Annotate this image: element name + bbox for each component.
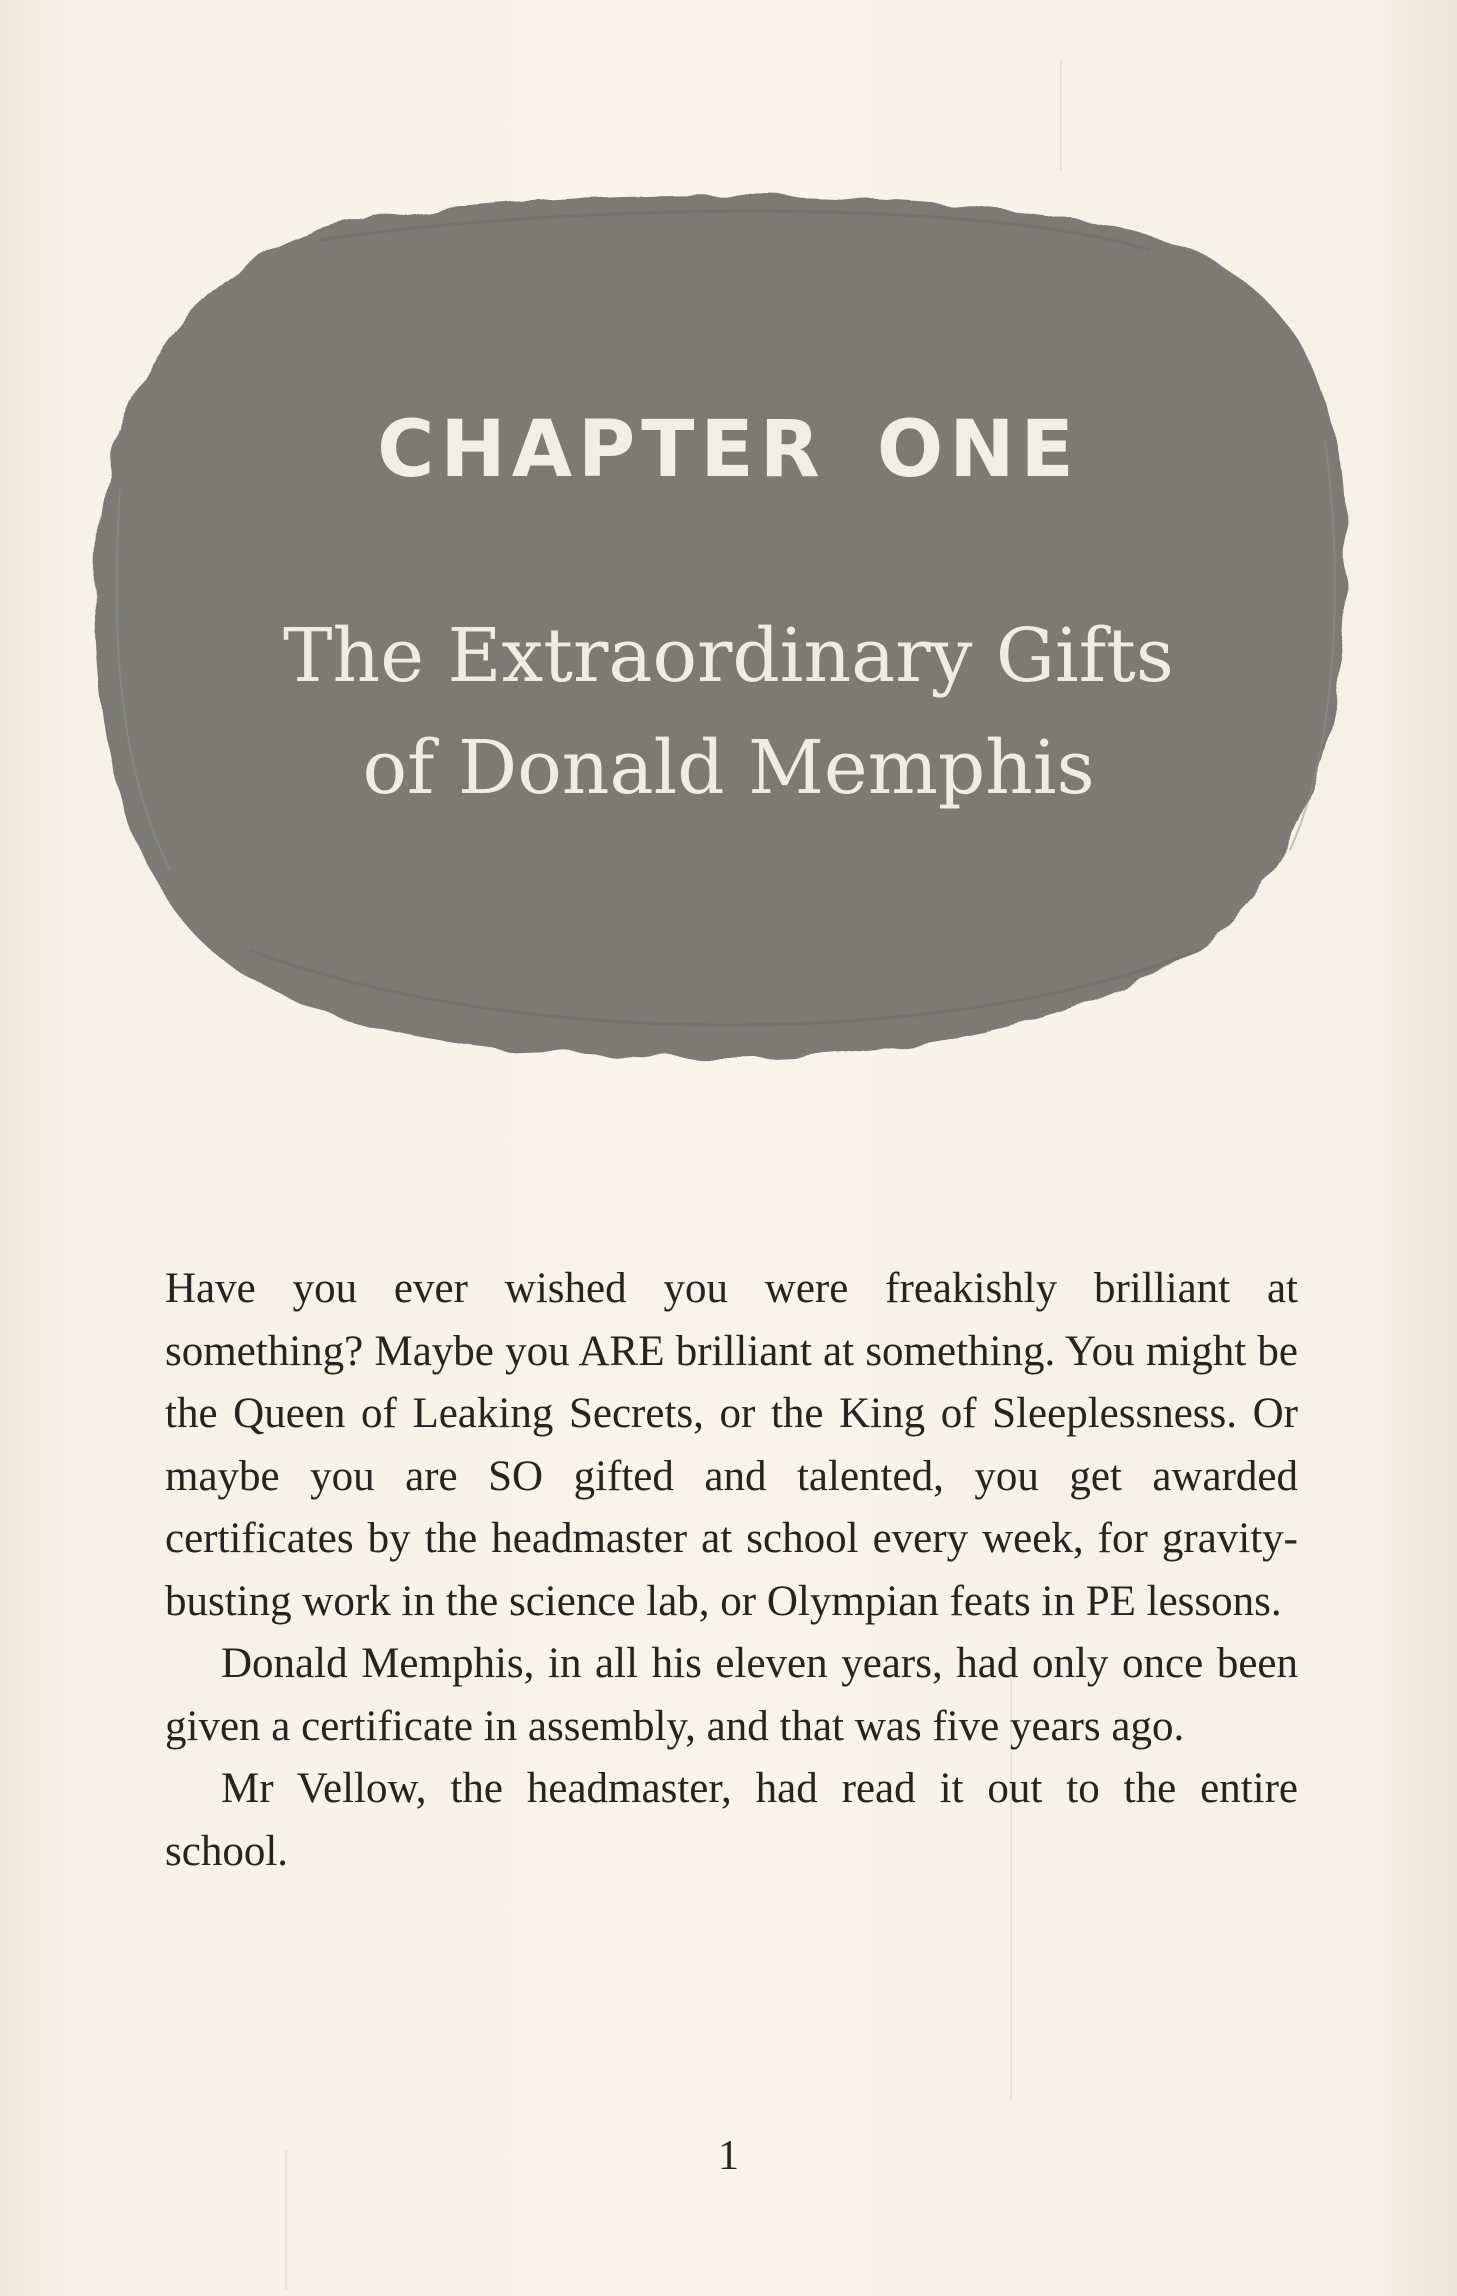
chapter-title <box>0 600 1457 824</box>
chapter-label: CHAPTER ONE <box>377 405 1080 495</box>
body-paragraph: Mr Vellow, the headmaster, had read it out to the entire school. <box>165 1765 1298 1875</box>
chapter-title-line-2: of Donald Memphis <box>362 725 1095 811</box>
paper-crease <box>1060 60 1062 170</box>
body-paragraph: Have you ever wished you were freakishly brilliant at something? Maybe you ARE brilliant at something. You might be the Queen of Leaking Secrets, or the King of Sleeplessness. Or maybe you are SO gifted and talented, you get awarded certificates by the headmaster at school every week, for gravity-busting work in the science lab, or Olympian feats in PE lessons. <box>165 1265 1298 1625</box>
chapter-body-text <box>165 1258 1298 1883</box>
chapter-title-line-1: The Extraordinary Gifts <box>283 613 1174 699</box>
body-paragraph: Donald Memphis, in all his eleven years, had only once been given a certificate in assembly, and that was five years ago. <box>165 1640 1298 1750</box>
page-number: 1 <box>718 2133 739 2179</box>
